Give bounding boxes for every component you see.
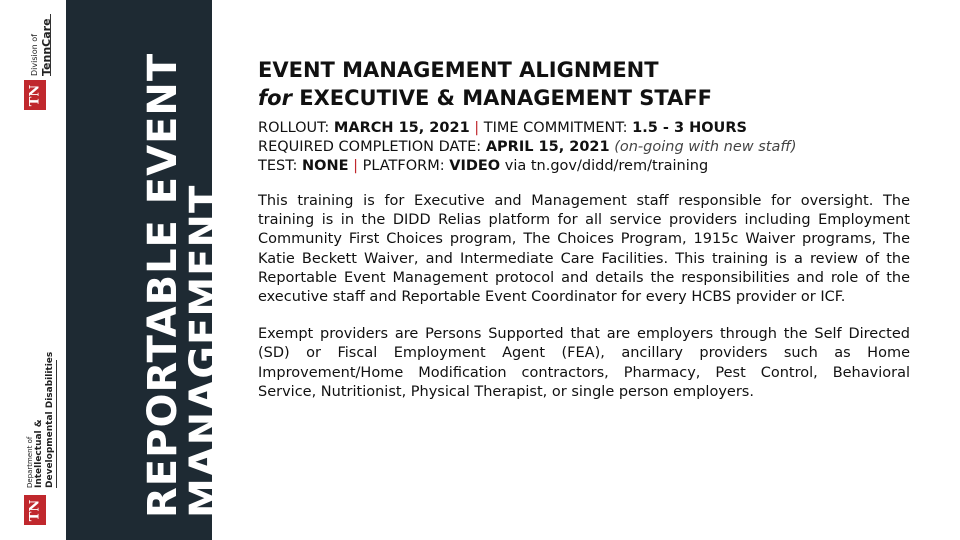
- didd-logo-line1: Intellectual &: [34, 419, 44, 488]
- title-for: for: [258, 86, 292, 110]
- tenncare-logo-text: TennCare: [40, 18, 53, 76]
- description-paragraph: This training is for Executive and Management staff responsible for oversight. The training is in the DIDD Relias platform for all service providers including Employment Community First Choices program, The Choices Program, 1915c Waiver programs, The Katie Beckett Waiver, and Intermediate Care Facilities. This training is a review of the Reportable Event Management protocol and details the responsibilities and role of the executive staff and Reportable Event Coordinator for every HCBS provider or ICF.: [258, 193, 910, 306]
- sidebar-title-line1: REPORTABLE EVENT: [140, 52, 186, 518]
- sidebar-title-line2: MANAGEMENT: [182, 184, 228, 518]
- platform-value: VIDEO: [449, 158, 501, 174]
- didd-logo-line2: Developmental Disabilities: [45, 351, 55, 488]
- test-value: NONE: [301, 158, 349, 174]
- logo-divider: [56, 360, 57, 488]
- sidebar-banner: [66, 0, 228, 540]
- meta-row-completion: REQUIRED COMPLETION DATE: APRIL 15, 2021 (on-going with new staff): [258, 139, 797, 155]
- training-url: tn.gov/didd/rem/training: [530, 158, 709, 174]
- meta-row-rollout: ROLLOUT: MARCH 15, 2021 | TIME COMMITMENT: 1.5 - 3 HOURS: [258, 120, 747, 136]
- separator: |: [348, 158, 363, 174]
- logo-strip: [0, 0, 66, 540]
- exempt-paragraph: Exempt providers are Persons Supported that are employers through the Self Directed (SD) or Fiscal Employment Agent (FEA), ancillary providers such as Home Improvement/Home Modification contractors, Pharmacy, Pest Control, Behavioral Service, Nutritionist, Physical Therapist, or single person employers.: [258, 326, 910, 400]
- tn-logo-top: TN: [24, 80, 46, 110]
- time-commitment: 1.5 - 3 HOURS: [632, 120, 747, 136]
- completion-note: (on-going with new staff): [609, 139, 797, 155]
- sidebar-title: [142, 53, 226, 518]
- title-line1: EVENT MANAGEMENT ALIGNMENT: [258, 58, 659, 82]
- main-content: [258, 56, 910, 417]
- page-title: [258, 56, 910, 112]
- tn-logo-bottom: TN: [24, 495, 46, 525]
- didd-dept-label: Department of: [26, 436, 34, 488]
- tenncare-division-label: Division of: [30, 34, 39, 76]
- separator: |: [469, 120, 484, 136]
- rollout-date: MARCH 15, 2021: [333, 120, 470, 136]
- training-meta: [258, 119, 910, 176]
- title-line2: EXECUTIVE & MANAGEMENT STAFF: [291, 86, 713, 110]
- completion-date: APRIL 15, 2021: [485, 139, 610, 155]
- meta-row-test: TEST: NONE | PLATFORM: VIDEO via tn.gov/didd/rem/training: [258, 158, 709, 174]
